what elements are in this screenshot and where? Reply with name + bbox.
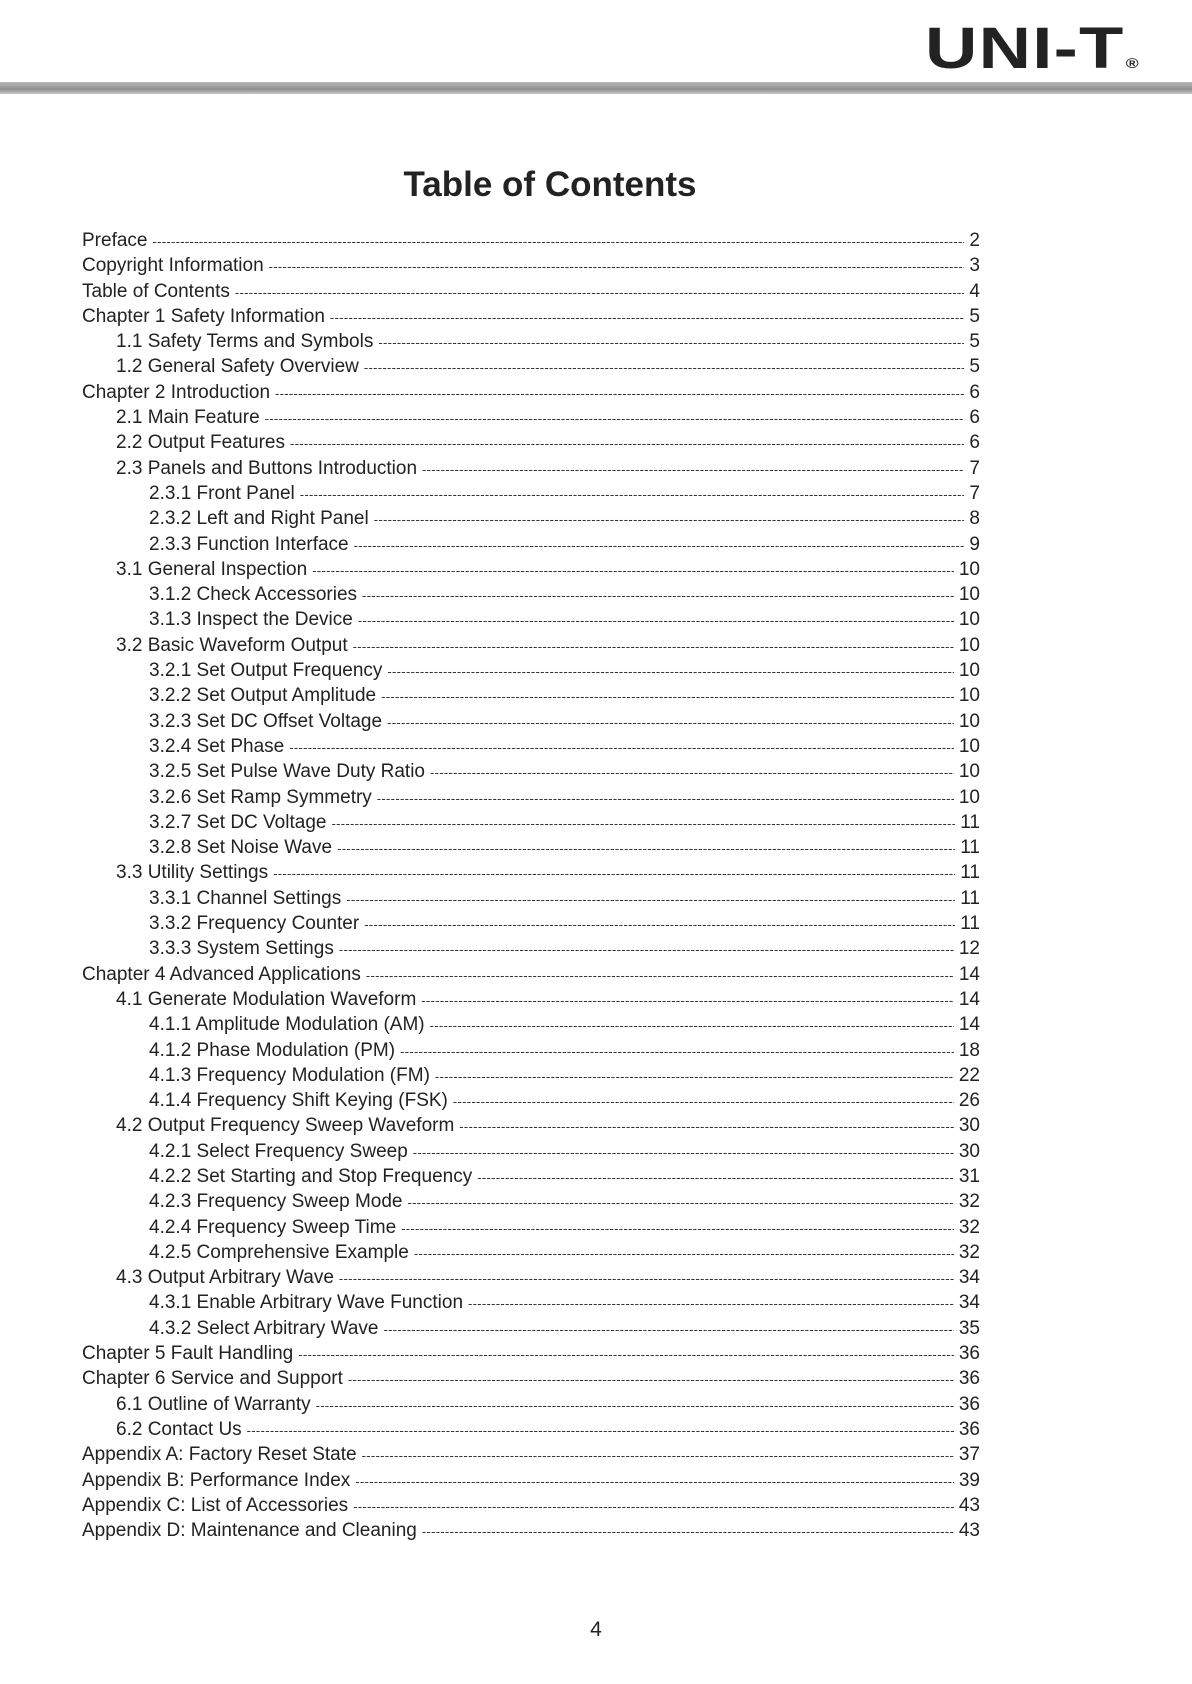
dot-leader: [265, 406, 965, 431]
toc-entry-label: 3.2.3 Set DC Offset Voltage: [149, 710, 383, 732]
toc-entry-page: 10: [958, 761, 980, 783]
toc-entry-page: 32: [958, 1216, 980, 1238]
toc-entry[interactable]: [82, 911, 980, 936]
toc-entry-page: 30: [958, 1115, 980, 1137]
toc-entry[interactable]: [82, 430, 980, 455]
dot-leader: [408, 1190, 954, 1215]
dot-leader: [355, 1469, 954, 1494]
toc-entry-page: 14: [958, 988, 980, 1010]
toc-entry[interactable]: [82, 709, 980, 734]
toc-entry-label: 3.2.4 Set Phase: [149, 735, 285, 757]
toc-entry-label: 2.3.3 Function Interface: [149, 533, 349, 555]
dot-leader: [378, 330, 964, 355]
dot-leader: [275, 381, 964, 406]
toc-entry-label: 3.2.1 Set Output Frequency: [149, 660, 383, 682]
table-of-contents: [82, 228, 980, 1543]
toc-entry-label: 2.2 Output Features: [116, 432, 285, 454]
toc-entry-page: 36: [958, 1368, 980, 1390]
toc-entry-label: 3.3.3 System Settings: [149, 938, 334, 960]
toc-entry-label: 3.2.5 Set Pulse Wave Duty Ratio: [149, 761, 425, 783]
toc-entry-page: 43: [958, 1494, 980, 1516]
toc-entry-page: 32: [958, 1241, 980, 1263]
toc-entry[interactable]: [82, 1316, 980, 1341]
toc-entry-label: 4.1 Generate Modulation Waveform: [116, 988, 417, 1010]
toc-entry-label: Table of Contents: [82, 280, 230, 302]
dot-leader: [235, 280, 965, 305]
dot-leader: [316, 1393, 954, 1418]
toc-entry-page: 5: [969, 356, 980, 378]
toc-entry-page: 18: [958, 1039, 980, 1061]
toc-entry-page: 10: [958, 660, 980, 682]
dot-leader: [269, 254, 965, 279]
toc-entry[interactable]: [82, 405, 980, 430]
toc-entry-page: 12: [958, 938, 980, 960]
toc-entry-label: Chapter 4 Advanced Applications: [82, 963, 361, 985]
toc-entry-label: 4.2.5 Comprehensive Example: [149, 1241, 409, 1263]
logo-text: UNI-T: [925, 16, 1125, 81]
toc-entry-label: 4.2.2 Set Starting and Stop Frequency: [149, 1165, 473, 1187]
toc-entry-page: 7: [969, 482, 980, 504]
dot-leader: [353, 1494, 954, 1519]
toc-entry[interactable]: [82, 734, 980, 759]
toc-entry[interactable]: [82, 886, 980, 911]
toc-entry[interactable]: [82, 1392, 980, 1417]
toc-entry-page: 3: [969, 255, 980, 277]
toc-entry-label: Chapter 5 Fault Handling: [82, 1343, 294, 1365]
dot-leader: [358, 608, 954, 633]
toc-entry[interactable]: [82, 810, 980, 835]
toc-entry-page: 10: [958, 634, 980, 656]
dot-leader: [453, 1089, 954, 1114]
dot-leader: [339, 1266, 954, 1291]
toc-entry-label: 4.3.1 Enable Arbitrary Wave Function: [149, 1292, 464, 1314]
dot-leader: [364, 912, 955, 937]
toc-entry[interactable]: [82, 633, 980, 658]
dot-leader: [401, 1216, 954, 1241]
toc-entry-page: 6: [969, 381, 980, 403]
dot-leader: [366, 963, 954, 988]
toc-entry[interactable]: [82, 835, 980, 860]
dot-leader: [362, 1443, 954, 1468]
toc-entry[interactable]: [82, 304, 980, 329]
dot-leader: [477, 1165, 954, 1190]
toc-entry-page: 9: [969, 533, 980, 555]
toc-entry-page: 34: [958, 1267, 980, 1289]
toc-entry[interactable]: [82, 962, 980, 987]
toc-entry-page: 10: [958, 735, 980, 757]
toc-entry[interactable]: [82, 607, 980, 632]
toc-entry-label: 3.3 Utility Settings: [116, 862, 269, 884]
toc-entry-label: Chapter 2 Introduction: [82, 381, 271, 403]
toc-entry-label: 4.2.4 Frequency Sweep Time: [149, 1216, 397, 1238]
dot-leader: [384, 1317, 954, 1342]
toc-entry[interactable]: [82, 279, 980, 304]
toc-entry-page: 22: [958, 1064, 980, 1086]
toc-entry-label: Appendix C: List of Accessories: [82, 1494, 349, 1516]
toc-entry-page: 14: [958, 1014, 980, 1036]
dot-leader: [422, 457, 964, 482]
dot-leader: [381, 684, 954, 709]
dot-leader: [354, 533, 965, 558]
toc-entry-label: 4.1.1 Amplitude Modulation (AM): [149, 1014, 425, 1036]
toc-entry-page: 26: [958, 1090, 980, 1112]
toc-entry-label: 1.2 General Safety Overview: [116, 356, 359, 378]
toc-entry-label: Appendix A: Factory Reset State: [82, 1444, 357, 1466]
toc-entry[interactable]: [82, 1063, 980, 1088]
toc-entry[interactable]: [82, 228, 980, 253]
toc-entry-page: 10: [958, 558, 980, 580]
dot-leader: [300, 482, 965, 507]
toc-entry[interactable]: [82, 1113, 980, 1138]
dot-leader: [414, 1241, 954, 1266]
toc-entry-page: 4: [969, 280, 980, 302]
toc-entry-page: 39: [958, 1469, 980, 1491]
toc-entry-page: 34: [958, 1292, 980, 1314]
toc-entry-label: 3.3.1 Channel Settings: [149, 887, 342, 909]
toc-entry-label: 4.1.3 Frequency Modulation (FM): [149, 1064, 430, 1086]
dot-leader: [290, 431, 964, 456]
dot-leader: [387, 659, 953, 684]
dot-leader: [364, 355, 965, 380]
dot-leader: [348, 1367, 954, 1392]
toc-entry[interactable]: [82, 1290, 980, 1315]
toc-entry[interactable]: [82, 481, 980, 506]
toc-entry-page: 11: [960, 913, 980, 935]
toc-entry-label: 4.2 Output Frequency Sweep Waveform: [116, 1115, 455, 1137]
toc-entry-page: 10: [958, 609, 980, 631]
toc-entry[interactable]: [82, 785, 980, 810]
dot-leader: [337, 836, 955, 861]
toc-entry-label: 3.2.8 Set Noise Wave: [149, 837, 333, 859]
toc-entry[interactable]: [82, 658, 980, 683]
toc-entry-page: 10: [958, 710, 980, 732]
toc-entry-label: Copyright Information: [82, 255, 264, 277]
toc-entry-page: 5: [969, 305, 980, 327]
dot-leader: [331, 811, 955, 836]
toc-entry[interactable]: [82, 1189, 980, 1214]
dot-leader: [353, 634, 954, 659]
dot-leader: [468, 1291, 954, 1316]
toc-entry[interactable]: [82, 683, 980, 708]
toc-entry-page: 10: [958, 584, 980, 606]
toc-entry-label: 6.1 Outline of Warranty: [116, 1393, 311, 1415]
toc-entry-page: 7: [969, 457, 980, 479]
dot-leader: [362, 583, 954, 608]
toc-entry[interactable]: [82, 1240, 980, 1265]
dot-leader: [298, 1342, 954, 1367]
toc-entry[interactable]: [82, 532, 980, 557]
toc-entry[interactable]: [82, 1442, 980, 1467]
toc-entry-label: 6.2 Contact Us: [116, 1418, 242, 1440]
page-number: 4: [590, 1618, 602, 1641]
toc-entry-label: Preface: [82, 230, 148, 251]
toc-entry[interactable]: [82, 1518, 980, 1543]
toc-entry-label: 1.1 Safety Terms and Symbols: [116, 331, 374, 353]
toc-entry[interactable]: [82, 506, 980, 531]
dot-leader: [421, 988, 954, 1013]
toc-entry[interactable]: [82, 1341, 980, 1366]
toc-entry[interactable]: [82, 1493, 980, 1518]
dot-leader: [430, 760, 954, 785]
dot-leader: [346, 887, 955, 912]
toc-entry[interactable]: [82, 329, 980, 354]
toc-entry-label: 3.2.6 Set Ramp Symmetry: [149, 786, 372, 808]
toc-entry[interactable]: [82, 1038, 980, 1063]
toc-entry[interactable]: [82, 380, 980, 405]
dot-leader: [330, 305, 965, 330]
toc-entry-page: 5: [969, 331, 980, 353]
toc-entry[interactable]: [82, 1088, 980, 1113]
toc-entry[interactable]: [82, 1468, 980, 1493]
toc-entry-page: 30: [958, 1140, 980, 1162]
toc-entry-label: 4.3 Output Arbitrary Wave: [116, 1267, 334, 1289]
toc-entry-page: 10: [958, 786, 980, 808]
toc-entry-page: 43: [958, 1520, 980, 1542]
toc-entry[interactable]: [82, 456, 980, 481]
toc-entry-label: Chapter 1 Safety Information: [82, 305, 325, 327]
dot-leader: [435, 1064, 954, 1089]
toc-entry-label: 3.1.2 Check Accessories: [149, 584, 358, 606]
dot-leader: [289, 735, 954, 760]
dot-leader: [247, 1418, 954, 1443]
toc-entry-label: Appendix B: Performance Index: [82, 1469, 351, 1491]
toc-entry[interactable]: [82, 1417, 980, 1442]
toc-entry[interactable]: [82, 936, 980, 961]
toc-entry-page: 36: [958, 1393, 980, 1415]
toc-entry-label: 3.2.2 Set Output Amplitude: [149, 685, 377, 707]
toc-entry[interactable]: [82, 557, 980, 582]
toc-entry[interactable]: [82, 1265, 980, 1290]
toc-entry-page: 32: [958, 1191, 980, 1213]
dot-leader: [413, 1140, 954, 1165]
toc-entry[interactable]: [82, 253, 980, 278]
toc-entry-page: 31: [958, 1165, 980, 1187]
toc-entry-page: 36: [958, 1418, 980, 1440]
toc-entry-page: 6: [969, 432, 980, 454]
dot-leader: [152, 229, 964, 254]
dot-leader: [377, 786, 954, 811]
toc-entry[interactable]: [82, 354, 980, 379]
dot-leader: [374, 507, 965, 532]
toc-entry[interactable]: [82, 1012, 980, 1037]
toc-entry-label: 4.2.3 Frequency Sweep Mode: [149, 1191, 403, 1213]
toc-entry-label: 2.3 Panels and Buttons Introduction: [116, 457, 418, 479]
toc-entry-label: 3.3.2 Frequency Counter: [149, 913, 360, 935]
toc-entry-page: 36: [958, 1343, 980, 1365]
toc-entry-page: 10: [958, 685, 980, 707]
toc-entry[interactable]: [82, 1139, 980, 1164]
dot-leader: [459, 1114, 954, 1139]
toc-entry-label: 4.2.1 Select Frequency Sweep: [149, 1140, 408, 1162]
toc-entry-label: 4.1.4 Frequency Shift Keying (FSK): [149, 1090, 448, 1112]
toc-entry[interactable]: [82, 1164, 980, 1189]
registered-mark: ®: [1125, 55, 1140, 71]
toc-entry-page: 11: [960, 837, 980, 859]
toc-entry-label: 3.1.3 Inspect the Device: [149, 609, 353, 631]
toc-entry-page: 11: [960, 811, 980, 833]
toc-entry-label: Appendix D: Maintenance and Cleaning: [82, 1520, 417, 1542]
dot-leader: [430, 1013, 954, 1038]
toc-entry-page: 6: [969, 407, 980, 429]
dot-leader: [273, 861, 955, 886]
toc-entry-label: Chapter 6 Service and Support: [82, 1368, 343, 1390]
toc-entry-label: 4.3.2 Select Arbitrary Wave: [149, 1317, 379, 1339]
toc-entry-label: 2.3.1 Front Panel: [149, 482, 295, 504]
toc-entry[interactable]: [82, 759, 980, 784]
toc-entry-label: 3.2 Basic Waveform Output: [116, 634, 348, 656]
toc-entry-label: 2.3.2 Left and Right Panel: [149, 508, 369, 530]
toc-entry[interactable]: [82, 987, 980, 1012]
toc-entry-page: 2: [969, 230, 980, 251]
header-divider-bar: [0, 82, 1192, 94]
toc-entry-page: 11: [960, 887, 980, 909]
toc-entry-page: 37: [958, 1444, 980, 1466]
toc-entry[interactable]: [82, 582, 980, 607]
toc-entry-label: 2.1 Main Feature: [116, 407, 260, 429]
toc-entry[interactable]: [82, 1215, 980, 1240]
dot-leader: [400, 1039, 954, 1064]
toc-entry-label: 3.1 General Inspection: [116, 558, 308, 580]
toc-entry-label: 4.1.2 Phase Modulation (PM): [149, 1039, 396, 1061]
toc-entry[interactable]: [82, 860, 980, 885]
dot-leader: [422, 1519, 954, 1544]
toc-entry-label: 3.2.7 Set DC Voltage: [149, 811, 327, 833]
toc-entry-page: 35: [958, 1317, 980, 1339]
toc-entry-page: 11: [960, 862, 980, 884]
toc-entry[interactable]: [82, 1366, 980, 1391]
dot-leader: [387, 710, 954, 735]
toc-entry-page: 14: [958, 963, 980, 985]
toc-entry-page: 8: [969, 508, 980, 530]
dot-leader: [312, 558, 954, 583]
dot-leader: [339, 937, 954, 962]
page-title: Table of Contents: [403, 165, 697, 204]
